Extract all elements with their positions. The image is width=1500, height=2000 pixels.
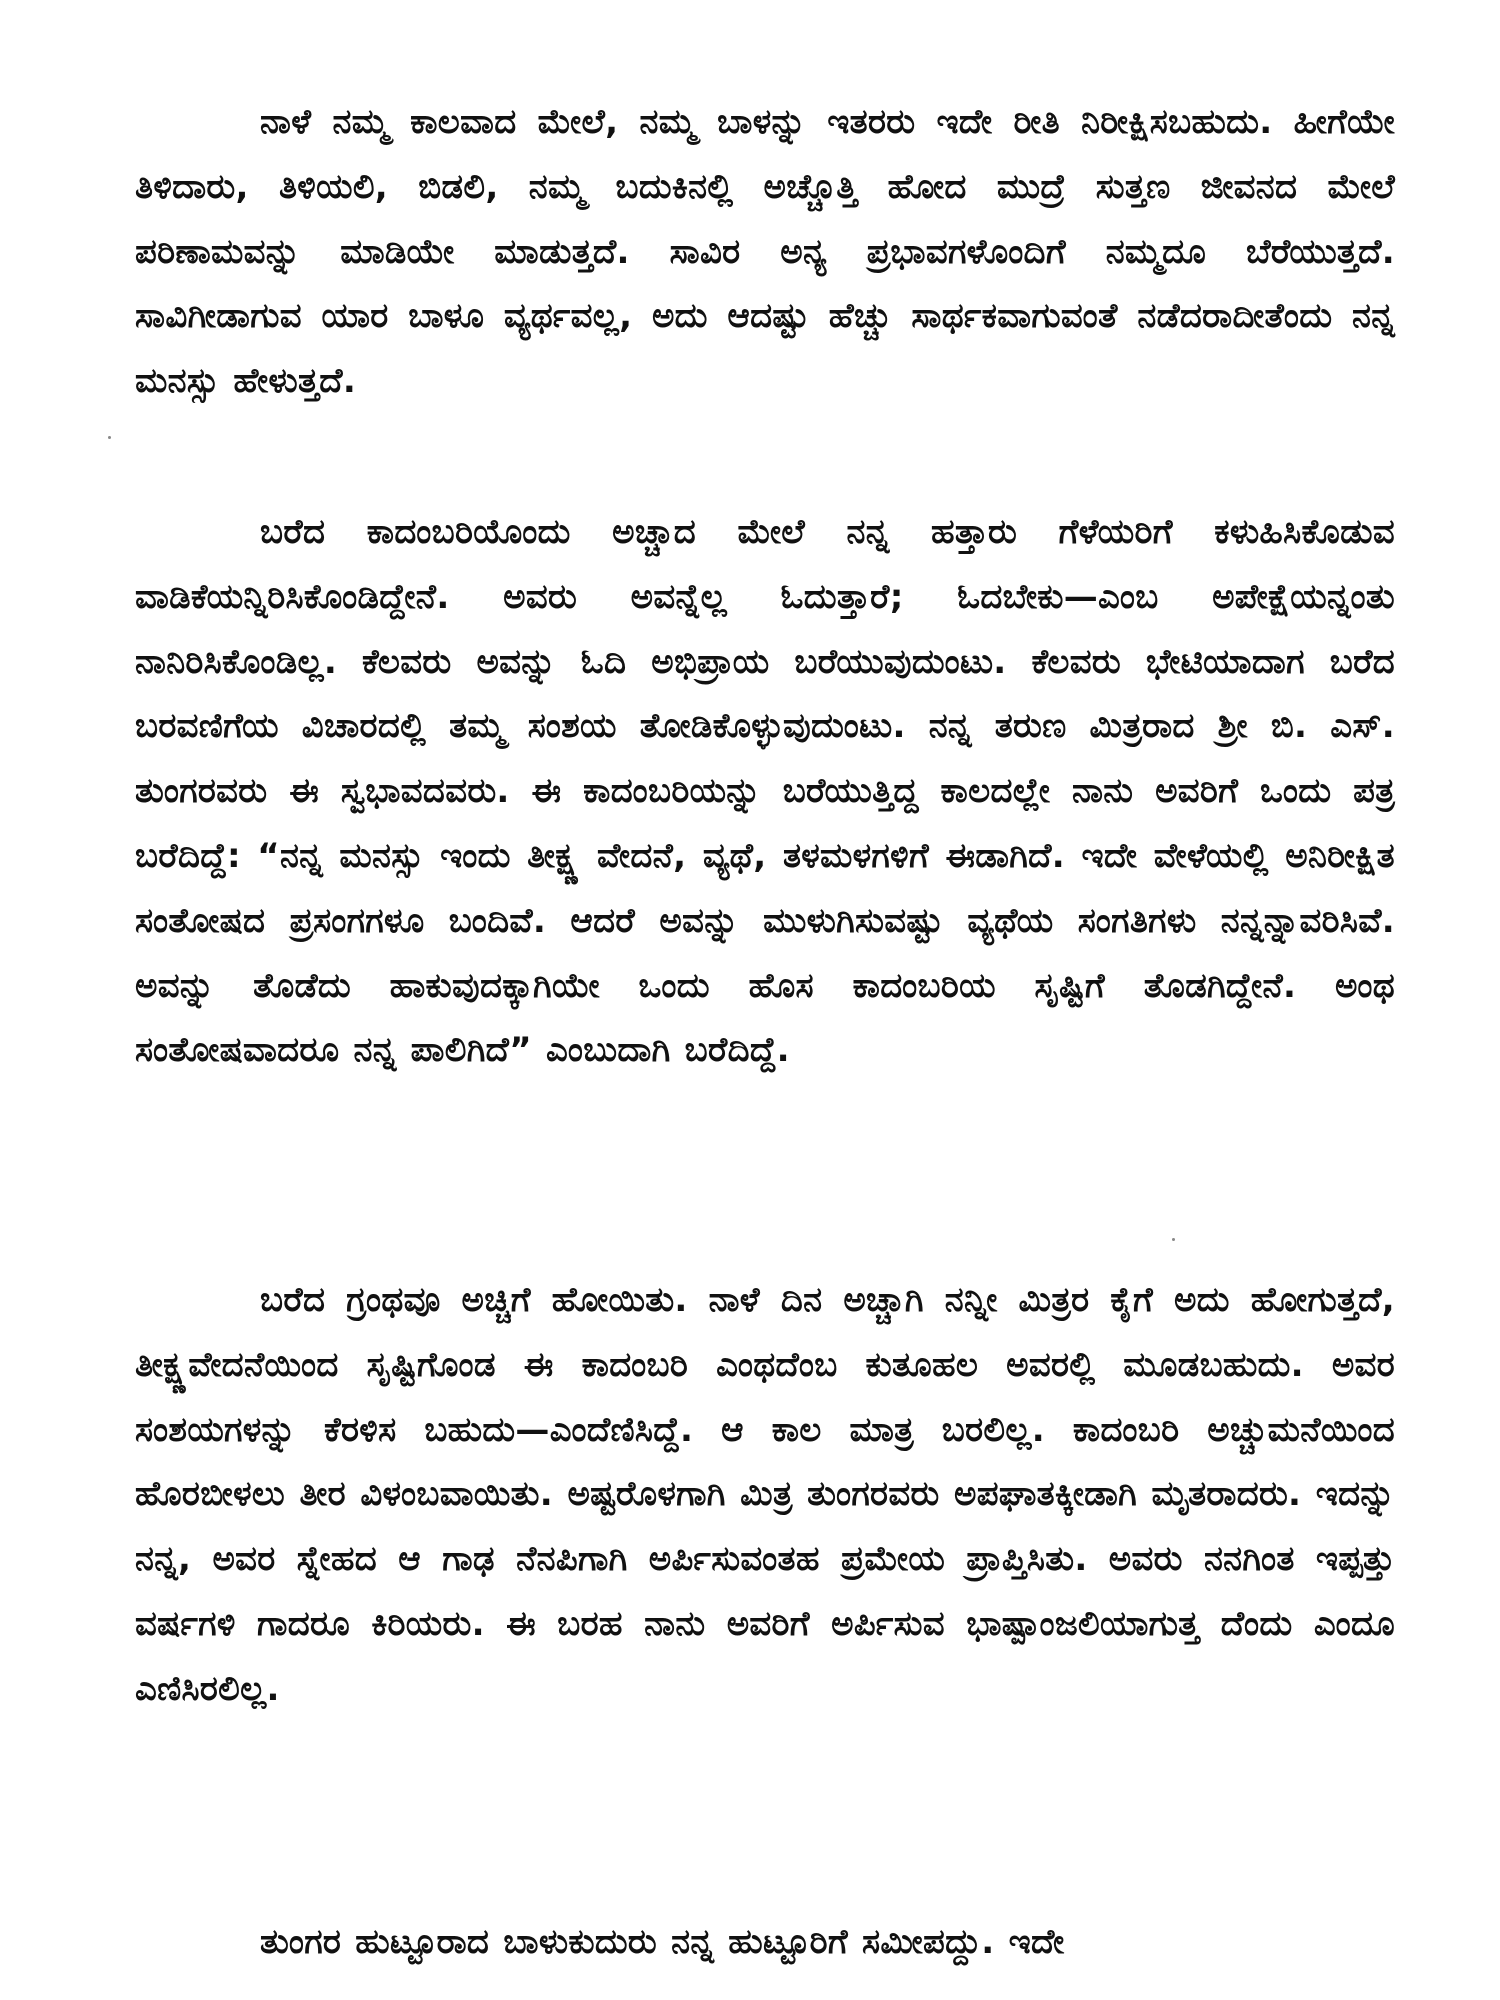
paragraph-4 [135,1910,1395,1975]
paragraph-2 [135,500,1395,1083]
paragraph-text: ನಾಳೆ ನಮ್ಮ ಕಾಲವಾದ ಮೇಲೆ, ನಮ್ಮ ಬಾಳನ್ನು ಇತರರು ಇದೇ ರೀತಿ ನಿರೀಕ್ಷಿಸಬಹುದು. ಹೀಗೆಯೇ ತಿಳಿದಾರು, ತಿಳಿಯಲಿ, ಬಿಡಲಿ, ನಮ್ಮ ಬದುಕಿನಲ್ಲಿ ಅಚ್ಚೊತ್ತಿ ಹೋದ ಮುದ್ರೆ ಸುತ್ತಣ ಜೀವನದ ಮೇಲೆ ಪರಿಣಾಮವನ್ನು ಮಾಡಿಯೇ ಮಾಡುತ್ತದೆ. ಸಾವಿರ ಅನ್ಯ ಪ್ರಭಾವಗಳೊಂದಿಗೆ ನಮ್ಮದೂ ಬೆರೆಯುತ್ತದೆ. ಸಾವಿಗೀಡಾಗುವ ಯಾರ ಬಾಳೂ ವ್ಯರ್ಥವಲ್ಲ, ಅದು ಆದಷ್ಟು ಹೆಚ್ಚು ಸಾರ್ಥಕವಾಗುವಂತೆ ನಡೆದರಾದೀತೆಂದು ನನ್ನ ಮನಸ್ಸು ಹೇಳುತ್ತದೆ. [135,102,1395,402]
scan-speck [108,436,111,439]
paragraph-3 [135,1268,1395,1722]
scan-speck [1172,1238,1175,1241]
paragraph-1 [135,90,1395,414]
paragraph-text: ಬರೆದ ಕಾದಂಬರಿಯೊಂದು ಅಚ್ಚಾದ ಮೇಲೆ ನನ್ನ ಹತ್ತಾರು ಗೆಳೆಯರಿಗೆ ಕಳುಹಿಸಿಕೊಡುವ ವಾಡಿಕೆಯನ್ನಿರಿಸಿಕೊಂಡಿದ್ದೇನೆ. ಅವರು ಅವನ್ನೆಲ್ಲ ಓದುತ್ತಾರೆ; ಓದಬೇಕು—ಎಂಬ ಅಪೇಕ್ಷೆಯನ್ನಂತು ನಾನಿರಿಸಿಕೊಂಡಿಲ್ಲ. ಕೆಲವರು ಅವನ್ನು ಓದಿ ಅಭಿಪ್ರಾಯ ಬರೆಯುವುದುಂಟು. ಕೆಲವರು ಭೇಟಿಯಾದಾಗ ಬರೆದ ಬರವಣಿಗೆಯ ವಿಚಾರದಲ್ಲಿ ತಮ್ಮ ಸಂಶಯ ತೋಡಿಕೊಳ್ಳುವುದುಂಟು. ನನ್ನ ತರುಣ ಮಿತ್ರರಾದ ಶ್ರೀ ಬಿ. ಎಸ್. ತುಂಗರವರು ಈ ಸ್ವಭಾವದವರು. ಈ ಕಾದಂಬರಿಯನ್ನು ಬರೆಯುತ್ತಿದ್ದ ಕಾಲದಲ್ಲೇ ನಾನು ಅವರಿಗೆ ಒಂದು ಪತ್ರ ಬರೆದಿದ್ದೆ: “ನನ್ನ ಮನಸ್ಸು ಇಂದು ತೀಕ್ಷ್ಣ ವೇದನೆ, ವ್ಯಥೆ, ತಳಮಳಗಳಿಗೆ ಈಡಾಗಿದೆ. ಇದೇ ವೇಳೆಯಲ್ಲಿ ಅನಿರೀಕ್ಷಿತ ಸಂತೋಷದ ಪ್ರಸಂಗಗಳೂ ಬಂದಿವೆ. ಆದರೆ ಅವನ್ನು ಮುಳುಗಿಸುವಷ್ಟು ವ್ಯಥೆಯ ಸಂಗತಿಗಳು ನನ್ನನ್ನಾವರಿಸಿವೆ. ಅವನ್ನು ತೊಡೆದು ಹಾಕುವುದಕ್ಕಾಗಿಯೇ ಒಂದು ಹೊಸ ಕಾದಂಬರಿಯ ಸೃಷ್ಟಿಗೆ ತೊಡಗಿದ್ದೇನೆ. ಅಂಥ ಸಂತೋಷವಾದರೂ ನನ್ನ ಪಾಲಿಗಿದೆ” ಎಂಬುದಾಗಿ ಬರೆದಿದ್ದೆ. [135,512,1395,1071]
paragraph-text: ಬರೆದ ಗ್ರಂಥವೂ ಅಚ್ಚಿಗೆ ಹೋಯಿತು. ನಾಳೆ ದಿನ ಅಚ್ಚಾಗಿ ನನ್ನೀ ಮಿತ್ರರ ಕೈಗೆ ಅದು ಹೋಗುತ್ತದೆ, ತೀಕ್ಷ್ಣವೇದನೆಯಿಂದ ಸೃಷ್ಟಿಗೊಂಡ ಈ ಕಾದಂಬರಿ ಎಂಥದೆಂಬ ಕುತೂಹಲ ಅವರಲ್ಲಿ ಮೂಡಬಹುದು. ಅವರ ಸಂಶಯಗಳನ್ನು ಕೆರಳಿಸ ಬಹುದು—ಎಂದೆಣಿಸಿದ್ದೆ. ಆ ಕಾಲ ಮಾತ್ರ ಬರಲಿಲ್ಲ. ಕಾದಂಬರಿ ಅಚ್ಚುಮನೆಯಿಂದ ಹೊರಬೀಳಲು ತೀರ ವಿಳಂಬವಾಯಿತು. ಅಷ್ಟರೊಳಗಾಗಿ ಮಿತ್ರ ತುಂಗರವರು ಅಪಘಾತಕ್ಕೀಡಾಗಿ ಮೃತರಾದರು. ಇದನ್ನು ನನ್ನ, ಅವರ ಸ್ನೇಹದ ಆ ಗಾಢ ನೆನಪಿಗಾಗಿ ಅರ್ಪಿಸುವಂತಹ ಪ್ರಮೇಯ ಪ್ರಾಪ್ತಿಸಿತು. ಅವರು ನನಗಿಂತ ಇಪ್ಪತ್ತು ವರ್ಷಗಳಿ ಗಾದರೂ ಕಿರಿಯರು. ಈ ಬರಹ ನಾನು ಅವರಿಗೆ ಅರ್ಪಿಸುವ ಭಾಷ್ಪಾಂಜಲಿಯಾಗುತ್ತ ದೆಂದು ಎಂದೂ ಎಣಿಸಿರಲಿಲ್ಲ. [135,1280,1395,1709]
paragraph-text: ತುಂಗರ ಹುಟ್ಟೂರಾದ ಬಾಳುಕುದುರು ನನ್ನ ಹುಟ್ಟೂರಿಗೆ ಸಮೀಪದ್ದು. ಇದೇ [260,1922,1065,1962]
